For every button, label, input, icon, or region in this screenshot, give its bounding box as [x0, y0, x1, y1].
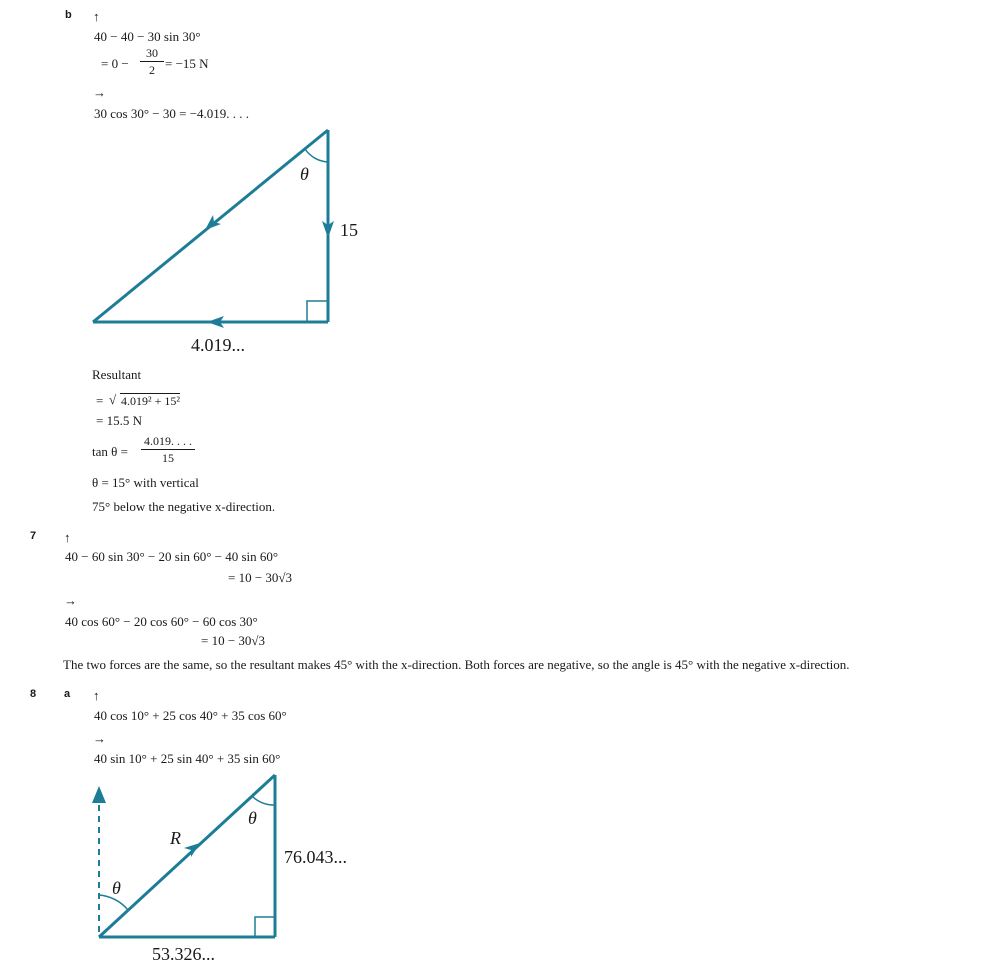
- side-label-76043: 76.043...: [284, 847, 347, 867]
- part-label-b: b: [65, 9, 72, 21]
- resultant-label-R: R: [170, 828, 181, 848]
- up-arrow-icon: ↑: [93, 688, 100, 703]
- vertical-sum-result: = −15 N: [165, 56, 209, 71]
- vertical-sum-line2-left: = 0 −: [101, 56, 129, 71]
- resultant-eq-sign: =: [96, 393, 104, 408]
- up-arrow-icon: ↑: [64, 530, 71, 545]
- fraction-denominator: 2: [149, 63, 155, 77]
- vertical-sum-line: 40 − 40 − 30 sin 30°: [94, 29, 201, 44]
- side-label-53326: 53.326...: [152, 944, 215, 964]
- theta-value-line: θ = 15° with vertical: [92, 475, 199, 490]
- resultant-value: = 15.5 N: [96, 413, 142, 428]
- q8-vertical-line: 40 cos 10° + 25 cos 40° + 35 cos 60°: [94, 708, 287, 723]
- angle-theta-label-1: θ: [300, 164, 309, 184]
- resultant-sqrt-expression: 4.019² + 15²: [121, 394, 180, 408]
- fraction-numerator: 30: [140, 47, 164, 62]
- q7-conclusion: The two forces are the same, so the resultant makes 45° with the x-direction. Both forces are negative, so the angle is 45° with the negative x-direction.: [63, 657, 850, 672]
- side-label-4019: 4.019...: [191, 335, 245, 355]
- q7-vertical-line2: = 10 − 30√3: [228, 570, 293, 585]
- side-label-15: 15: [340, 220, 358, 240]
- q8-horizontal-line: 40 sin 10° + 25 sin 40° + 35 sin 60°: [94, 751, 281, 766]
- q7-vertical-line1: 40 − 60 sin 30° − 20 sin 60° − 40 sin 60°: [65, 549, 279, 564]
- angle-theta-top: θ: [248, 808, 257, 828]
- question-number-8: 8: [30, 688, 37, 700]
- sqrt-symbol: √: [109, 392, 117, 407]
- tan-fraction-denominator: 15: [162, 451, 174, 465]
- angle-theta-bottom: θ: [112, 878, 121, 898]
- right-arrow-icon: →: [64, 593, 77, 608]
- part-label-a: a: [64, 688, 71, 700]
- right-arrow-icon: →: [93, 731, 106, 746]
- tan-fraction-numerator: 4.019. . . .: [141, 435, 195, 450]
- q7-horizontal-line2: = 10 − 30√3: [201, 633, 266, 648]
- horizontal-sum-line: 30 cos 30° − 30 = −4.019. . . .: [94, 106, 250, 121]
- resultant-heading: Resultant: [92, 367, 142, 382]
- up-arrow-icon: ↑: [93, 9, 100, 24]
- tan-theta-left: tan θ =: [92, 444, 128, 459]
- direction-line: 75° below the negative x-direction.: [92, 499, 276, 514]
- question-number-7: 7: [30, 530, 37, 542]
- q7-horizontal-line1: 40 cos 60° − 20 cos 60° − 60 cos 30°: [65, 614, 258, 629]
- right-arrow-icon: →: [93, 85, 106, 100]
